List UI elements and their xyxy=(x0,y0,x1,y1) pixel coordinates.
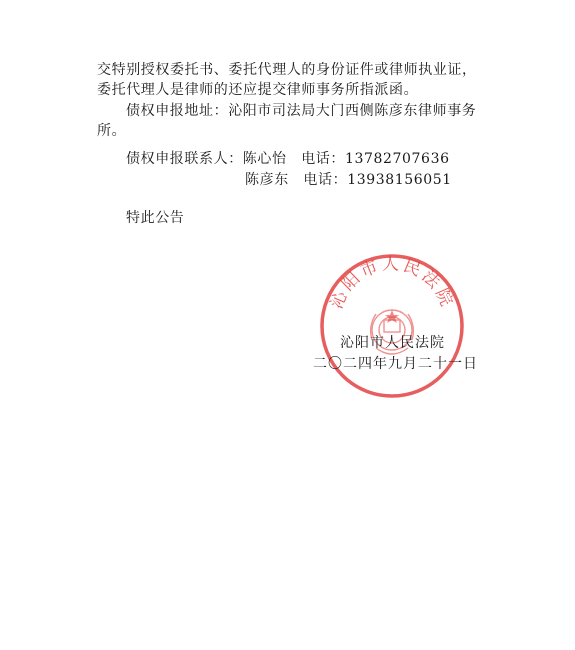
body-line-2: 委托代理人是律师的还应提交律师事务所指派函。 xyxy=(97,82,419,98)
court-seal-stamp xyxy=(318,252,466,400)
address-line: 债权申报地址：沁阳市司法局大门西侧陈彦东律师事务 xyxy=(126,103,477,119)
contact-line-1: 债权申报联系人：陈心怡 电话：13782707636 xyxy=(126,151,450,167)
body-line-1: 交特别授权委托书、委托代理人的身份证件或律师执业证， xyxy=(97,62,477,78)
closing-line: 特此公告 xyxy=(126,210,185,226)
signature-court-name: 沁阳市人民法院 xyxy=(340,335,445,351)
signature-date: 二〇二四年九月二十一日 xyxy=(313,356,478,372)
svg-text:沁阳市人民法院: 沁阳市人民法院 xyxy=(326,254,458,312)
address-line-cont: 所。 xyxy=(97,123,127,139)
contact-line-2: 陈彦东 电话：13938156051 xyxy=(245,172,452,188)
